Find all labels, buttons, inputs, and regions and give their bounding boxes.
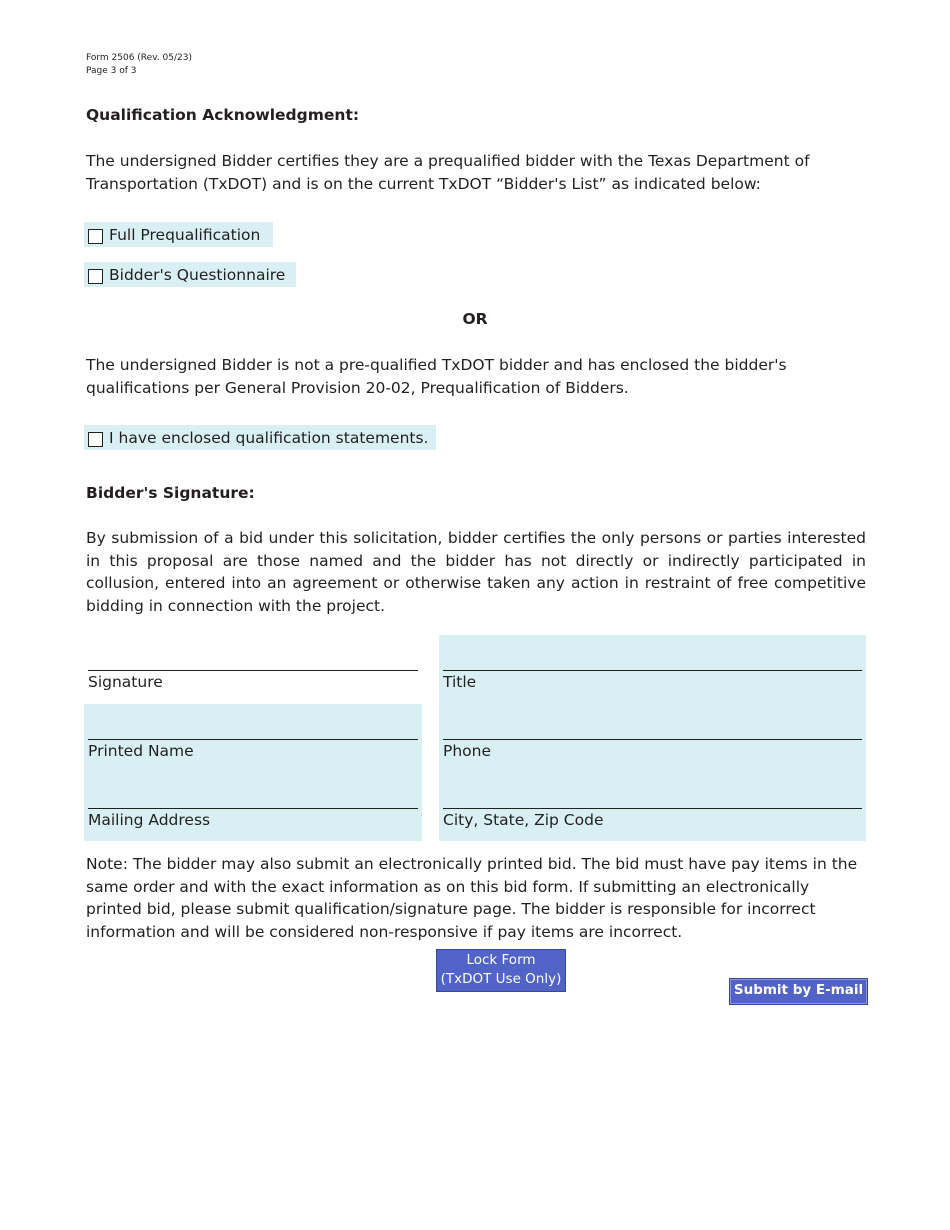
submit-email-button[interactable]: Submit by E-mail [729, 978, 868, 1005]
city-state-zip-line [443, 808, 862, 809]
left-fields-area [84, 704, 422, 841]
printed-name-field[interactable] [84, 704, 422, 772]
signature-heading: Bidder's Signature: [86, 484, 255, 502]
checkbox-label: Full Prequalification [109, 225, 261, 244]
full-prequalification-checkbox[interactable] [84, 222, 273, 247]
checkbox-label: Bidder's Questionnaire [109, 265, 286, 284]
signature-label: Signature [88, 673, 163, 691]
printed-name-label: Printed Name [88, 742, 194, 760]
lock-form-label: Lock Form [466, 952, 536, 968]
mailing-address-label: Mailing Address [88, 811, 211, 829]
signature-line [88, 670, 418, 671]
phone-label: Phone [443, 742, 492, 760]
note-text: Note: The bidder may also submit an electronically printed bid. The bid must have pay items in the same order and with the exact information as on this bid form. If submitting an electronically printed bid, please submit qualification/signature page. The bidder is responsible for incorrect information and will be considered non-responsive if pay items are incorrect. [86, 855, 858, 941]
or-separator: OR [462, 310, 488, 328]
signature-field[interactable] [84, 635, 422, 704]
checkbox-box[interactable] [88, 229, 103, 244]
form-identifier [86, 52, 192, 78]
printed-name-line [88, 739, 418, 740]
checkbox-label: I have enclosed qualification statements. [109, 428, 429, 447]
qualification-intro: The undersigned Bidder certifies they are a prequalified bidder with the Texas Department of Transportation (TxDOT) and is on the current TxDOT “Bidder's List” as indicated below: [86, 152, 810, 193]
phone-field[interactable] [439, 704, 866, 772]
bidders-questionnaire-checkbox[interactable] [84, 262, 296, 287]
qualification-heading: Qualification Acknowledgment: [86, 106, 360, 124]
checkbox-box[interactable] [88, 269, 103, 284]
enclosed-statements-checkbox[interactable] [84, 425, 436, 450]
form-number: Form 2506 (Rev. 05/23) [86, 53, 192, 63]
city-state-zip-field[interactable] [439, 773, 866, 841]
phone-line [443, 739, 862, 740]
page-number: Page 3 of 3 [86, 66, 137, 76]
mailing-address-field[interactable] [84, 773, 422, 841]
mailing-address-line [88, 808, 418, 809]
right-fields-area [439, 635, 866, 841]
title-label: Title [443, 673, 477, 691]
not-prequalified-text: The undersigned Bidder is not a pre-qualified TxDOT bidder and has enclosed the bidder's qualifications per General Provision 20-02, Prequalification of Bidders. [86, 356, 787, 397]
title-line [443, 670, 862, 671]
title-field[interactable] [439, 635, 866, 703]
certification-text: By submission of a bid under this solicitation, bidder certifies the only persons or parties interested in this proposal are those named and the bidder has not directly or indirectly participated in collusion, entered into an agreement or otherwise taken any action in restraint of free competitive bidding in connection with the project. [86, 529, 866, 615]
city-state-zip-label: City, State, Zip Code [443, 811, 604, 829]
checkbox-box[interactable] [88, 432, 103, 447]
lock-form-sublabel: (TxDOT Use Only) [440, 971, 562, 987]
lock-form-button[interactable] [436, 949, 566, 992]
